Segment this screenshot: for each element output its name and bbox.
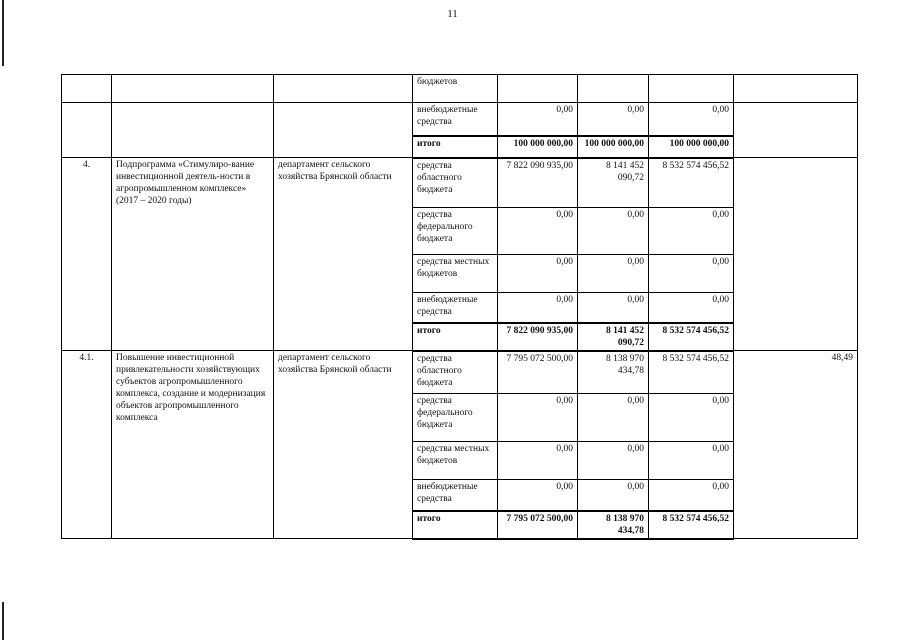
- indicator-cell: [734, 158, 858, 351]
- measure-name-cell: [112, 75, 274, 103]
- value-2018-cell: 0,00: [498, 480, 578, 511]
- value-2018-cell: 100 000 000,00: [498, 136, 578, 158]
- executor-cell: департамент сельского хозяйства Брянской области: [274, 351, 413, 539]
- funding-source-cell: итого: [413, 511, 498, 539]
- indicator-cell: [734, 75, 858, 103]
- measure-name-cell: Подпрограмма «Стимулиро-вание инвестиционной деятель-ности в агропромышленном комплексе» (2017 – 2020 годы): [112, 158, 274, 351]
- value-2020-cell: 0,00: [649, 293, 734, 323]
- value-2020-cell: 0,00: [649, 394, 734, 442]
- value-2018-cell: 0,00: [498, 208, 578, 255]
- value-2020-cell: 8 532 574 456,52: [649, 323, 734, 351]
- value-2020-cell: 0,00: [649, 480, 734, 511]
- value-2018-cell: 0,00: [498, 255, 578, 293]
- page-number: 11: [447, 8, 458, 20]
- executor-cell: департамент сельского хозяйства Брянской области: [274, 158, 413, 351]
- value-2020-cell: 0,00: [649, 208, 734, 255]
- funding-source-cell: средства федерального бюджета: [413, 394, 498, 442]
- funding-table: [61, 74, 858, 540]
- value-2019-cell: 8 141 452 090,72: [578, 158, 649, 208]
- table-row: [62, 351, 858, 394]
- funding-source-cell: внебюджетные средства: [413, 293, 498, 323]
- funding-source-cell: средства местных бюджетов: [413, 255, 498, 293]
- value-2018-cell: 7 822 090 935,00: [498, 158, 578, 208]
- executor-cell: [274, 103, 413, 158]
- value-2019-cell: 0,00: [578, 480, 649, 511]
- funding-source-cell: внебюджетные средства: [413, 480, 498, 511]
- value-2019-cell: 8 138 970 434,78: [578, 511, 649, 539]
- value-2020-cell: 8 532 574 456,52: [649, 351, 734, 394]
- value-2020-cell: 0,00: [649, 103, 734, 136]
- funding-source-cell: средства федерального бюджета: [413, 208, 498, 255]
- measure-name-cell: [112, 103, 274, 158]
- value-2018-cell: 0,00: [498, 103, 578, 136]
- value-2018-cell: 7 795 072 500,00: [498, 511, 578, 539]
- index-cell: [62, 103, 112, 158]
- funding-source-cell: внебюджетные средства: [413, 103, 498, 136]
- value-2020-cell: 8 532 574 456,52: [649, 158, 734, 208]
- value-2019-cell: 8 141 452 090,72: [578, 323, 649, 351]
- value-2019-cell: 0,00: [578, 103, 649, 136]
- value-2018-cell: 7 795 072 500,00: [498, 351, 578, 394]
- value-2019-cell: 100 000 000,00: [578, 136, 649, 158]
- value-2020-cell: [649, 75, 734, 103]
- value-2020-cell: 0,00: [649, 442, 734, 480]
- indicator-cell: 48,49: [734, 351, 858, 539]
- scan-edge-mark-top: [2, 0, 4, 66]
- funding-source-cell: бюджетов: [413, 75, 498, 103]
- value-2018-cell: 7 822 090 935,00: [498, 323, 578, 351]
- value-2019-cell: 0,00: [578, 255, 649, 293]
- value-2019-cell: 0,00: [578, 208, 649, 255]
- value-2018-cell: 0,00: [498, 293, 578, 323]
- indicator-cell: [734, 103, 858, 158]
- value-2020-cell: 0,00: [649, 255, 734, 293]
- funding-source-cell: итого: [413, 323, 498, 351]
- funding-source-cell: средства областного бюджета: [413, 158, 498, 208]
- index-cell: [62, 75, 112, 103]
- value-2018-cell: 0,00: [498, 442, 578, 480]
- value-2019-cell: [578, 75, 649, 103]
- index-cell: 4.1.: [62, 351, 112, 539]
- funding-source-cell: средства местных бюджетов: [413, 442, 498, 480]
- value-2019-cell: 8 138 970 434,78: [578, 351, 649, 394]
- value-2019-cell: 0,00: [578, 293, 649, 323]
- value-2018-cell: [498, 75, 578, 103]
- index-cell: 4.: [62, 158, 112, 351]
- scan-edge-mark-bottom: [2, 602, 4, 640]
- measure-name-cell: Повышение инвестиционной привлекательности хозяйствующих субъектов агропромышленного комплекса, создание и модернизация объектов агропромышленного комплекса: [112, 351, 274, 539]
- executor-cell: [274, 75, 413, 103]
- table-row: [62, 75, 858, 103]
- value-2018-cell: 0,00: [498, 394, 578, 442]
- table-row: [62, 103, 858, 136]
- value-2019-cell: 0,00: [578, 442, 649, 480]
- value-2020-cell: 8 532 574 456,52: [649, 511, 734, 539]
- table-row: [62, 158, 858, 208]
- value-2019-cell: 0,00: [578, 394, 649, 442]
- funding-source-cell: итого: [413, 136, 498, 158]
- funding-source-cell: средства областного бюджета: [413, 351, 498, 394]
- value-2020-cell: 100 000 000,00: [649, 136, 734, 158]
